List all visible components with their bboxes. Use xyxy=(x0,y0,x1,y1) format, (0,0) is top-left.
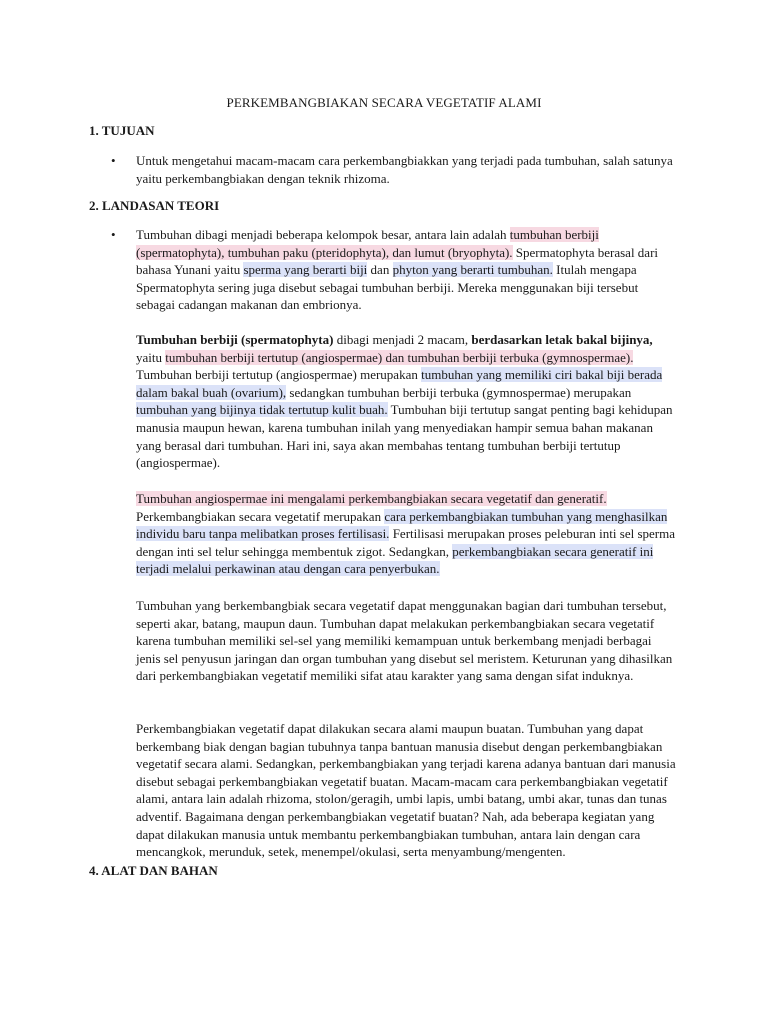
highlight-pink: Tumbuhan angiospermae ini mengalami perkembangbiakan secara vegetatif dan generatif. xyxy=(136,491,607,506)
text-run: dibagi menjadi 2 macam, xyxy=(333,332,472,347)
text-run: dan xyxy=(367,262,393,278)
text-run: Tumbuhan biji tertutup sangat penting bagi kehidupan manusia maupun hewan, karena tumbuhan inilah yang menyediakan hampir semua bahan makanan yang berasal dari tumbuhan. Hari ini, saya akan membahas tentang tumbuhan berbiji tertutup (angiospermae). xyxy=(136,402,673,471)
highlight-blue: phyton yang berarti tumbuhan. xyxy=(392,262,553,278)
paragraph-angiospermae xyxy=(136,490,676,578)
highlight-blue: tumbuhan yang memiliki ciri bakal biji berada dalam bakal buah (ovarium), xyxy=(136,367,663,400)
text-run: Tumbuhan dibagi menjadi beberapa kelompok besar, antara lain adalah xyxy=(136,227,510,242)
text-run: Spermatophyta berasal dari bahasa Yunani yaitu xyxy=(136,244,659,278)
bold-text: berdasarkan letak bakal bijinya, xyxy=(471,332,653,347)
bullet-marker: • xyxy=(111,227,116,242)
section-heading-tujuan: 1. TUJUAN xyxy=(89,123,155,138)
section-heading-landasan-teori: 2. LANDASAN TEORI xyxy=(89,198,220,213)
paragraph-kelompok-tumbuhan xyxy=(136,226,676,314)
highlight-blue: perkembangbiakan secara generatif ini terjadi melalui perkawinan atau dengan cara penyerbukan. xyxy=(136,543,654,577)
text-run: Itulah mengapa Spermatophyta sering juga disebut sebagai tumbuhan berbiji. Mereka menggunakan biji tersebut sebagai cadangan makanan dan embrionya. xyxy=(136,262,639,313)
section-heading-alat-dan-bahan: 4. ALAT DAN BAHAN xyxy=(89,863,218,878)
paragraph-tumbuhan-berbiji xyxy=(136,331,676,472)
text-run: Fertilisasi merupakan proses peleburan inti sel sperma dengan inti sel telur sehingga membentuk zigot. Sedangkan, xyxy=(136,526,675,559)
text-run: yaitu xyxy=(136,349,166,365)
highlight-blue: sperma yang berarti biji xyxy=(243,262,368,278)
highlight-blue: tumbuhan yang bijinya tidak tertutup kulit buah. xyxy=(136,402,388,418)
text-run: sedangkan tumbuhan berbiji terbuka (gymnospermae) merupakan xyxy=(286,384,632,400)
bullet-marker: • xyxy=(111,153,116,168)
text-run: Perkembangbiakan secara vegetatif merupakan xyxy=(136,508,385,524)
text-run: Tumbuhan berbiji tertutup (angiospermae) merupakan xyxy=(136,367,422,383)
highlight-pink: tumbuhan berbiji tertutup (angiospermae) dan tumbuhan berbiji terbuka (gymnospermae). xyxy=(165,349,634,365)
tujuan-text: Untuk mengetahui macam-macam cara perkembangbiakkan yang terjadi pada tumbuhan, salah satunya yaitu perkembangbiakan dengan teknik rhizoma. xyxy=(136,153,673,186)
highlight-pink: tumbuhan berbiji (spermatophyta), tumbuhan paku (pteridophyta), dan lumut (bryophyta). xyxy=(136,227,599,260)
paragraph-vegetatif: Tumbuhan yang berkembangbiak secara vegetatif dapat menggunakan bagian dari tumbuhan tersebut, seperti akar, batang, maupun daun. Tumbuhan dapat melakukan perkembangbiakan secara vegetatif karena tumbuhan memiliki sel-sel yang memiliki kemampuan untuk berkembang menjadi berbagai jenis sel penyusun jaringan dan organ tumbuhan yang disebut sel meristem. Keturunan yang dihasilkan dari perkembangbiakan vegetatif memiliki sifat atau karakter yang sama dengan sifat induknya. xyxy=(136,598,673,684)
document-title: PERKEMBANGBIAKAN SECARA VEGETATIF ALAMI xyxy=(226,95,542,110)
bold-text: Tumbuhan berbiji (spermatophyta) xyxy=(136,332,334,347)
paragraph-alami-buatan: Perkembangbiakan vegetatif dapat dilakukan secara alami maupun buatan. Tumbuhan yang dapat berkembang biak dengan bagian tubuhnya tanpa bantuan manusia disebut dengan perkembangbiakan vegetatif secara alami. Sedangkan, perkembangbiakan yang terjadi karena adanya bantuan dari manusia disebut sebagai perkembangbiakan vegetatif buatan. Macam-macam cara perkembangbiakan vegetatif alami, antara lain adalah rhizoma, stolon/geragih, umbi lapis, umbi batang, umbi akar, tunas dan tunas adventif. Bagaimana dengan perkembangbiakan vegetatif buatan? Nah, ada beberapa kegiatan yang dapat dilakukan manusia untuk membantu perkembangbiakan tumbuhan, antara lain dengan cara mencangkok, merunduk, setek, menempel/okulasi, serta menyambung/mengenten. xyxy=(136,721,676,860)
highlight-blue: cara perkembangbiakan tumbuhan yang menghasilkan individu baru tanpa melibatkan proses fertilisasi. xyxy=(136,508,668,542)
